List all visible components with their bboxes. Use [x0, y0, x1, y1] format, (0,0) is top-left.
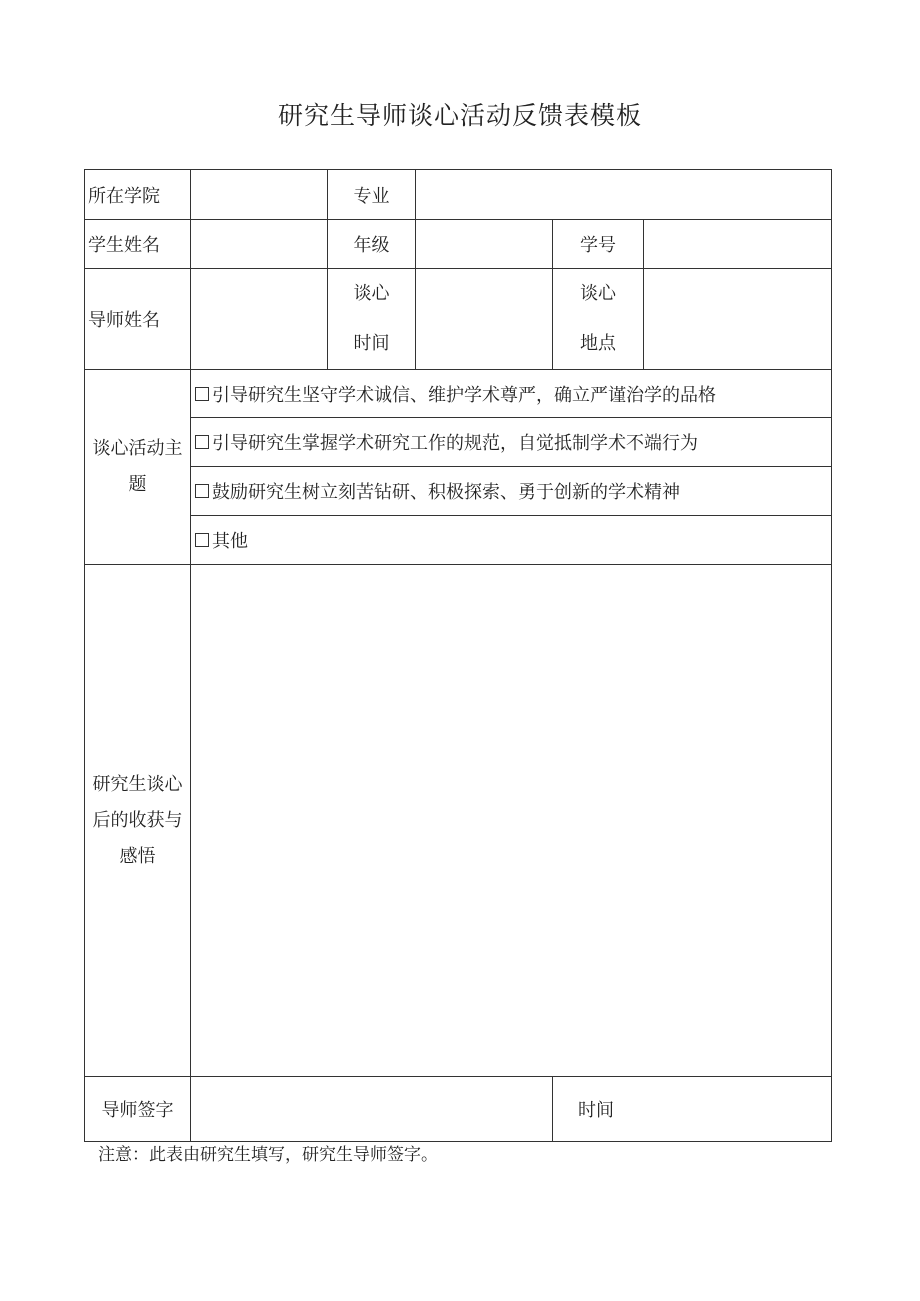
row-topic-3	[85, 467, 832, 516]
topic-option-1[interactable]	[191, 370, 832, 418]
checkbox-icon[interactable]	[195, 533, 209, 547]
topic-option-2[interactable]	[191, 418, 832, 467]
topic-option-1-text: 引导研究生坚守学术诚信、维护学术尊严，确立严谨治学的品格	[212, 384, 716, 406]
topic-option-2-text: 引导研究生掌握学术研究工作的规范，自觉抵制学术不端行为	[212, 433, 698, 454]
major-label: 专业	[328, 170, 416, 220]
college-field[interactable]	[191, 170, 328, 220]
row-topic-4	[85, 516, 832, 565]
row-topic-1	[85, 370, 832, 418]
page-title: 研究生导师谈心活动反馈表模板	[277, 101, 642, 130]
talk-place-label-line-2: 地点	[580, 333, 616, 354]
grade-field[interactable]	[416, 220, 553, 269]
row-advisor	[85, 269, 832, 370]
advisor-name-label: 导师姓名	[85, 269, 191, 370]
talk-place-label-line-1: 谈心	[580, 283, 616, 304]
advisor-name-field[interactable]	[191, 269, 328, 370]
major-field[interactable]	[416, 170, 832, 220]
advisor-signature-field[interactable]	[191, 1077, 553, 1142]
gains-label: 研究生谈心后的收获与感悟	[85, 565, 191, 1077]
topic-option-4-text: 其他	[212, 531, 248, 552]
checkbox-icon[interactable]	[195, 484, 209, 498]
student-id-field[interactable]	[644, 220, 832, 269]
row-college	[85, 170, 832, 220]
topic-label: 谈心活动主题	[85, 370, 191, 565]
row-student	[85, 220, 832, 269]
row-signature	[85, 1077, 832, 1142]
talk-place-field[interactable]	[644, 269, 832, 370]
signature-time-label[interactable]: 时间	[553, 1077, 832, 1142]
topic-option-3[interactable]	[191, 467, 832, 516]
college-label: 所在学院	[85, 170, 191, 220]
row-topic-2	[85, 418, 832, 467]
gains-field[interactable]	[191, 565, 832, 1077]
topic-option-3-text: 鼓励研究生树立刻苦钻研、积极探索、勇于创新的学术精神	[212, 482, 680, 503]
checkbox-icon[interactable]	[195, 435, 209, 449]
feedback-form-table	[84, 169, 832, 1142]
talk-time-label-line-1: 谈心	[353, 283, 390, 304]
row-gains	[85, 565, 832, 1077]
talk-time-label	[328, 269, 416, 370]
student-name-label: 学生姓名	[85, 220, 191, 269]
student-name-field[interactable]	[191, 220, 328, 269]
talk-time-label-line-2: 时间	[353, 333, 390, 354]
form-note: 注意：此表由研究生填写，研究生导师签字。	[98, 1145, 438, 1165]
student-id-label: 学号	[553, 220, 644, 269]
checkbox-icon[interactable]	[195, 387, 209, 401]
topic-option-4[interactable]	[191, 516, 832, 565]
talk-place-label	[553, 269, 644, 370]
grade-label: 年级	[328, 220, 416, 269]
talk-time-field[interactable]	[416, 269, 553, 370]
advisor-signature-label: 导师签字	[85, 1077, 191, 1142]
